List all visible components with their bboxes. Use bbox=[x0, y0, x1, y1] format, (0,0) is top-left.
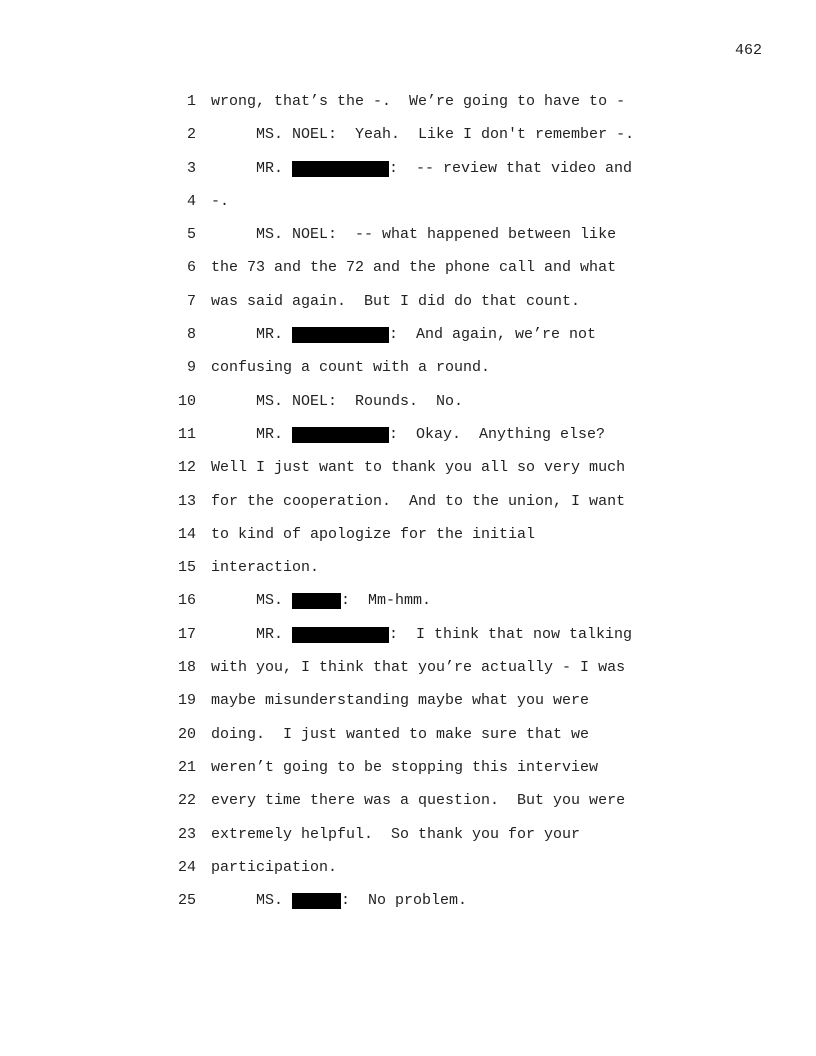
speaker-prefix: MS. bbox=[211, 592, 293, 610]
line-number: 8 bbox=[186, 326, 196, 344]
line-number: 19 bbox=[177, 692, 196, 710]
redaction-box bbox=[292, 161, 389, 177]
line-number: 9 bbox=[186, 359, 196, 377]
transcript-line bbox=[170, 892, 690, 925]
transcript-body bbox=[170, 93, 690, 925]
line-text bbox=[211, 326, 596, 343]
line-number: 18 bbox=[177, 659, 196, 677]
transcript-line bbox=[170, 93, 690, 126]
transcript-line bbox=[170, 526, 690, 559]
line-text: MS. NOEL: Yeah. Like I don't remember -. bbox=[211, 126, 635, 144]
line-text: to kind of apologize for the initial bbox=[211, 525, 536, 543]
speaker-prefix: MR. bbox=[211, 625, 293, 643]
transcript-line bbox=[170, 659, 690, 692]
line-text: every time there was a question. But you were bbox=[211, 792, 626, 810]
line-text: with you, I think that you’re actually - I was bbox=[211, 659, 626, 677]
speech-text: : And again, we’re not bbox=[389, 326, 597, 344]
line-text: confusing a count with a round. bbox=[211, 359, 491, 377]
line-number: 2 bbox=[186, 126, 196, 144]
line-text: wrong, that’s the -. We’re going to have to - bbox=[211, 93, 626, 110]
line-number: 14 bbox=[177, 525, 196, 543]
redaction-box bbox=[292, 593, 341, 609]
redaction-box bbox=[292, 427, 389, 443]
transcript-line bbox=[170, 226, 690, 259]
line-text bbox=[211, 592, 431, 609]
line-number: 20 bbox=[177, 725, 196, 743]
line-number: 10 bbox=[177, 392, 196, 410]
line-text: participation. bbox=[211, 858, 338, 876]
line-text: for the cooperation. And to the union, I want bbox=[211, 492, 626, 510]
line-number: 1 bbox=[186, 93, 196, 110]
line-number: 15 bbox=[177, 559, 196, 577]
transcript-line bbox=[170, 293, 690, 326]
line-text: was said again. But I did do that count. bbox=[211, 292, 581, 310]
line-text: the 73 and the 72 and the phone call and what bbox=[211, 259, 617, 277]
transcript-line bbox=[170, 160, 690, 193]
redaction-box bbox=[292, 327, 389, 343]
line-text bbox=[211, 160, 632, 177]
transcript-line bbox=[170, 792, 690, 825]
speech-text: : Mm-hmm. bbox=[341, 592, 432, 610]
speaker-prefix: MS. bbox=[211, 892, 293, 910]
transcript-line bbox=[170, 726, 690, 759]
line-number: 13 bbox=[177, 492, 196, 510]
line-number: 17 bbox=[177, 625, 196, 643]
line-number: 23 bbox=[177, 825, 196, 843]
speech-text: : -- review that video and bbox=[389, 159, 633, 177]
line-number: 7 bbox=[186, 292, 196, 310]
transcript-line bbox=[170, 259, 690, 292]
line-number: 11 bbox=[177, 425, 196, 443]
line-number: 6 bbox=[186, 259, 196, 277]
line-text: extremely helpful. So thank you for your bbox=[211, 825, 581, 843]
line-number: 21 bbox=[177, 758, 196, 776]
speaker-prefix: MR. bbox=[211, 425, 293, 443]
transcript-line bbox=[170, 393, 690, 426]
transcript-line bbox=[170, 559, 690, 592]
transcript-line bbox=[170, 359, 690, 392]
line-text bbox=[211, 426, 605, 443]
transcript-line bbox=[170, 626, 690, 659]
speech-text: : Okay. Anything else? bbox=[389, 425, 606, 443]
line-number: 5 bbox=[186, 226, 196, 244]
transcript-line bbox=[170, 692, 690, 725]
line-text: MS. NOEL: Rounds. No. bbox=[211, 392, 464, 410]
transcript-line bbox=[170, 592, 690, 625]
page-number: 462 bbox=[734, 42, 762, 59]
line-text: -. bbox=[211, 192, 230, 210]
transcript-line bbox=[170, 859, 690, 892]
line-text: doing. I just wanted to make sure that we bbox=[211, 725, 590, 743]
line-text: interaction. bbox=[211, 559, 320, 577]
line-number: 3 bbox=[186, 159, 196, 177]
transcript-line bbox=[170, 493, 690, 526]
transcript-line bbox=[170, 193, 690, 226]
line-number: 22 bbox=[177, 792, 196, 810]
transcript-line bbox=[170, 426, 690, 459]
line-text bbox=[211, 626, 632, 643]
transcript-line bbox=[170, 826, 690, 859]
line-text: maybe misunderstanding maybe what you were bbox=[211, 692, 590, 710]
line-number: 16 bbox=[177, 592, 196, 610]
redaction-box bbox=[292, 627, 389, 643]
speech-text: : No problem. bbox=[341, 892, 468, 910]
line-text: Well I just want to thank you all so very much bbox=[211, 459, 626, 477]
line-number: 4 bbox=[186, 192, 196, 210]
transcript-line bbox=[170, 759, 690, 792]
transcript-line bbox=[170, 126, 690, 159]
line-number: 24 bbox=[177, 858, 196, 876]
line-number: 25 bbox=[177, 892, 196, 910]
line-text: weren’t going to be stopping this interview bbox=[211, 758, 599, 776]
speech-text: : I think that now talking bbox=[389, 625, 633, 643]
redaction-box bbox=[292, 893, 341, 909]
transcript-line bbox=[170, 326, 690, 359]
transcript-line bbox=[170, 459, 690, 492]
speaker-prefix: MR. bbox=[211, 159, 293, 177]
line-text: MS. NOEL: -- what happened between like bbox=[211, 226, 617, 244]
speaker-prefix: MR. bbox=[211, 326, 293, 344]
line-number: 12 bbox=[177, 459, 196, 477]
line-text bbox=[211, 892, 467, 909]
